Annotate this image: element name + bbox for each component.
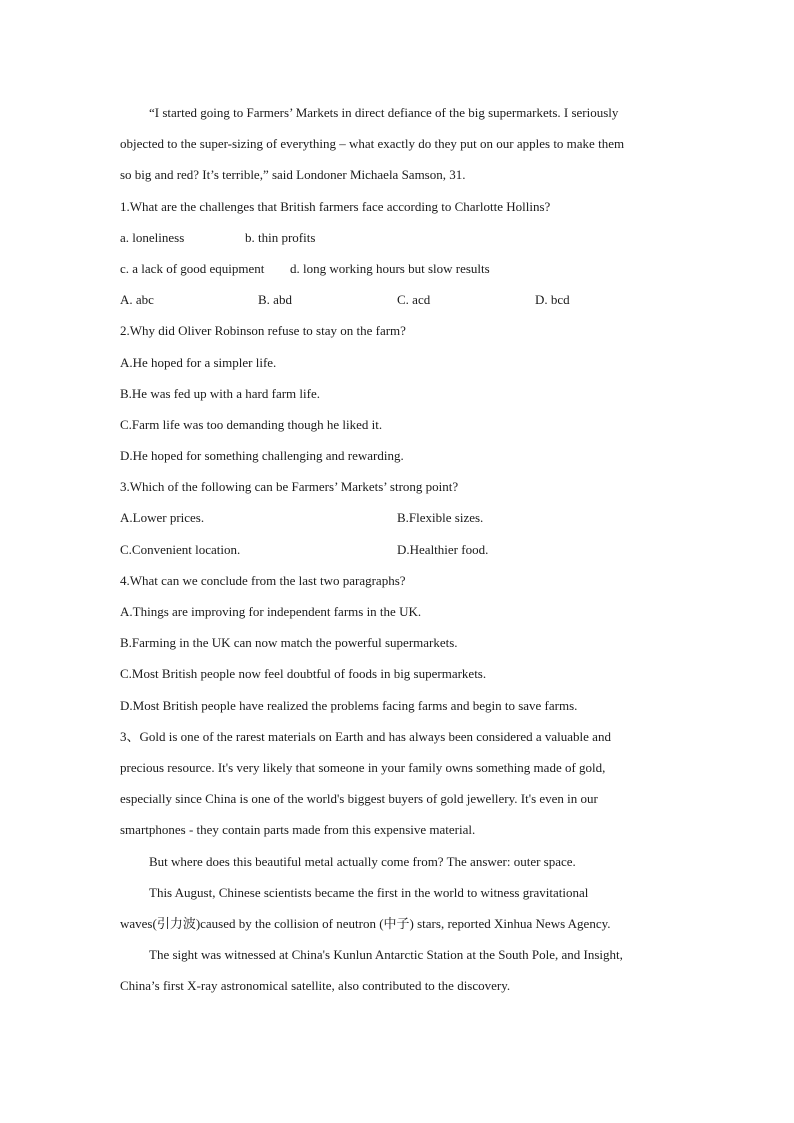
- passage-b-p4-line1: The sight was witnessed at China's Kunlun Antarctic Station at the South Pole, and Insight,: [149, 947, 623, 963]
- question-2-option-b: B.He was fed up with a hard farm life.: [120, 385, 320, 401]
- question-4-option-d: D.Most British people have realized the problems facing farms and begin to save farms.: [120, 697, 578, 713]
- question-1-option-d: D. bcd: [535, 292, 570, 308]
- question-2-option-a: A.He hoped for a simpler life.: [120, 354, 277, 370]
- passage-a-para1-line2: objected to the super-sizing of everything – what exactly do they put on our apples to make them: [120, 136, 625, 152]
- question-1-option-c: C. acd: [397, 292, 431, 308]
- question-3-options-cd: [120, 534, 668, 565]
- question-2-option-c: C.Farm life was too demanding though he liked it.: [120, 416, 383, 432]
- question-1-option-a: A. abc: [120, 292, 154, 308]
- passage-b-p3-line2: waves(引力波)caused by the collision of neutron (中子) stars, reported Xinhua News Agency.: [120, 915, 611, 931]
- question-1-item-a: a. loneliness: [120, 229, 185, 245]
- passage-b-p1-line4: smartphones - they contain parts made from this expensive material.: [120, 822, 476, 838]
- question-1-items-ab: [120, 222, 668, 253]
- question-2-stem: 2.Why did Oliver Robinson refuse to stay on the farm?: [120, 323, 406, 339]
- passage-b-p2-line1: But where does this beautiful metal actually come from? The answer: outer space.: [149, 853, 576, 869]
- question-3-options-ab: [120, 502, 668, 533]
- passage-a-para1-line3: so big and red? It’s terrible,” said Londoner Michaela Samson, 31.: [120, 167, 466, 183]
- question-3-stem: 3.Which of the following can be Farmers’ Markets’ strong point?: [120, 479, 459, 495]
- question-2-option-d: D.He hoped for something challenging and rewarding.: [120, 448, 404, 464]
- question-1-stem: 1.What are the challenges that British farmers face according to Charlotte Hollins?: [120, 198, 551, 214]
- question-3-option-c: C.Convenient location.: [120, 541, 241, 557]
- question-1-options: [120, 284, 668, 315]
- passage-a-para1-line1: “I started going to Farmers’ Markets in direct defiance of the big supermarkets. I seriously: [149, 105, 619, 120]
- question-4-option-c: C.Most British people now feel doubtful of foods in big supermarkets.: [120, 666, 487, 682]
- passage-b-p3-line1: This August, Chinese scientists became the first in the world to witness gravitational: [149, 884, 589, 900]
- passage-b-p1-line2: precious resource. It's very likely that someone in your family owns something made of gold,: [120, 759, 606, 775]
- question-1-item-b: b. thin profits: [245, 229, 316, 245]
- question-1-item-c: c. a lack of good equipment: [120, 260, 265, 276]
- question-1-option-b: B. abd: [258, 292, 292, 308]
- question-3-option-d: D.Healthier food.: [397, 541, 489, 557]
- question-4-option-a: A.Things are improving for independent farms in the UK.: [120, 604, 422, 619]
- question-1-item-d: d. long working hours but slow results: [290, 260, 490, 276]
- question-4-stem: 4.What can we conclude from the last two paragraphs?: [120, 572, 406, 588]
- document-body: [120, 97, 668, 1001]
- question-4-option-b: B.Farming in the UK can now match the powerful supermarkets.: [120, 635, 458, 651]
- passage-b-p4-line2: China’s first X-ray astronomical satellite, also contributed to the discovery.: [120, 978, 511, 994]
- question-3-option-a: A.Lower prices.: [120, 510, 205, 526]
- question-1-items-cd: [120, 253, 668, 284]
- question-3-option-b: B.Flexible sizes.: [397, 510, 484, 526]
- passage-b-p1-line3: especially since China is one of the world's biggest buyers of gold jewellery. It's even in our: [120, 791, 598, 807]
- passage-b-p1-line1: 3、Gold is one of the rarest materials on Earth and has always been considered a valuable and: [120, 728, 611, 744]
